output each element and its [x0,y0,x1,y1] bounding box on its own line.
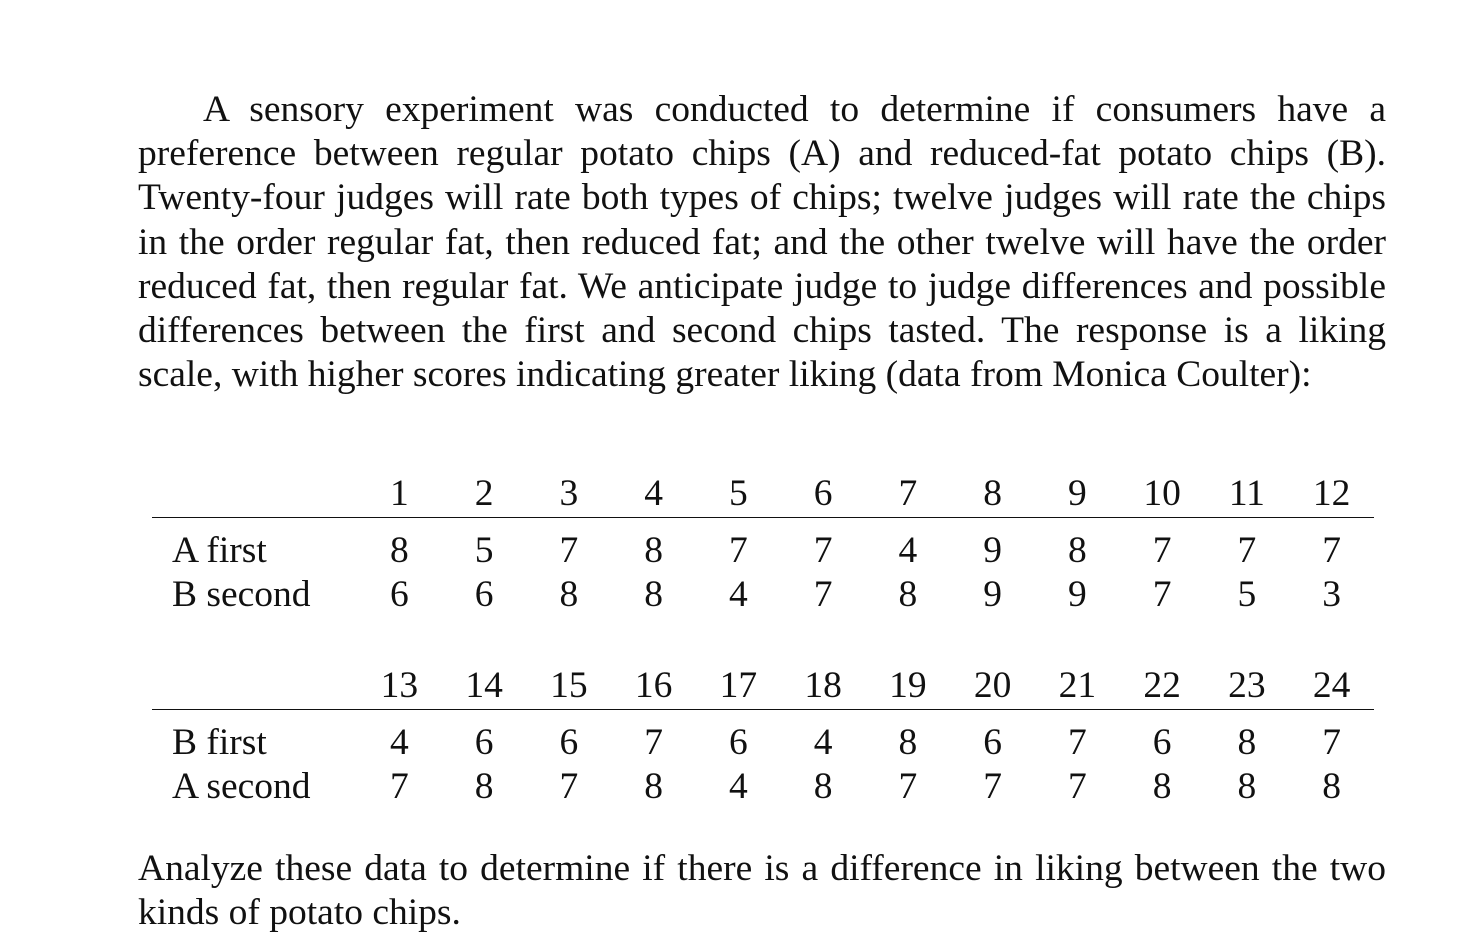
corner-cell [152,471,357,518]
judge-number: 15 [550,664,588,706]
score-cell: 8 [1152,765,1172,807]
score-cell: 6 [559,721,579,763]
score-cell: 7 [1068,765,1087,807]
score-cell: 8 [1068,529,1087,571]
judge-number: 7 [898,472,918,514]
row-label: A first [172,529,267,571]
judge-number: 10 [1143,472,1181,514]
score-cell: 6 [983,721,1002,763]
score-cell: 7 [1152,573,1172,615]
judge-number-header-row [152,471,1374,518]
judge-number: 12 [1312,472,1351,514]
row-label: B first [172,721,267,763]
score-cell: 8 [644,573,663,615]
table-row [152,572,1374,616]
score-cell: 7 [1322,529,1341,571]
score-cell: 9 [983,573,1002,615]
score-cell: 8 [474,765,494,807]
score-cell: 8 [644,765,663,807]
score-cell: 8 [1237,721,1257,763]
score-cell: 6 [474,573,494,615]
score-cell: 5 [474,529,494,571]
judge-number-header-row [152,663,1374,710]
score-cell: 8 [1237,765,1257,807]
score-cell: 7 [559,765,579,807]
judge-number: 11 [1228,472,1265,514]
judge-number: 13 [380,664,419,706]
score-cell: 7 [559,529,579,571]
judge-number: 21 [1058,664,1097,706]
judge-number: 4 [644,472,663,514]
judge-number: 1 [390,472,409,514]
judge-number: 23 [1228,664,1266,706]
table-row [152,764,1374,808]
score-cell: 3 [1322,573,1341,615]
score-cell: 7 [898,765,918,807]
score-cell: 4 [813,721,833,763]
score-cell: 8 [390,529,409,571]
judge-number: 2 [474,472,494,514]
score-cell: 6 [390,573,409,615]
row-label: B second [172,573,311,615]
table-row [152,710,1374,765]
score-cell: 4 [390,721,409,763]
score-cell: 7 [813,573,833,615]
score-cell: 7 [1322,721,1341,763]
judge-number: 19 [889,664,927,706]
score-cell: 9 [1068,573,1087,615]
judge-number: 14 [465,664,503,706]
judge-number: 9 [1068,472,1087,514]
score-cell: 7 [644,721,663,763]
score-cell: 7 [813,529,833,571]
score-cell: 8 [644,529,663,571]
problem-intro: A sensory experiment was conducted to determine if consumers have a preference between regular potato chips (A) and reduced-fat potato chips (B). Twenty-four judges will rate both types of chips; twelve judges will rate the chips in the order regular fat, then reduced fat; and the other twelve will have the order reduced fat, then regular fat. We anticipate judge to judge differences and possible differences between the first and second chips tasted. The response is a liking scale, with higher scores indicating greater liking (data from Monica Coulter): [138,89,1386,396]
judges-13-24-table [152,663,1374,808]
score-cell: 6 [474,721,494,763]
score-cell: 9 [983,529,1002,571]
score-cell: 8 [1322,765,1341,807]
score-cell: 4 [729,573,748,615]
score-cell: 8 [813,765,833,807]
judges-1-12-table [152,471,1374,616]
score-cell: 7 [1237,529,1257,571]
judge-number: 22 [1143,664,1181,706]
score-cell: 7 [983,765,1002,807]
score-cell: 7 [729,529,748,571]
score-cell: 6 [1152,721,1172,763]
score-cell: 8 [898,573,918,615]
score-cell: 8 [559,573,579,615]
score-cell: 7 [1152,529,1172,571]
judge-number: 17 [719,664,758,706]
row-label: A second [172,765,311,807]
problem-question: Analyze these data to determine if there is a difference in liking between the two kinds of potato chips. [138,848,1386,934]
score-cell: 6 [729,721,748,763]
table-row [152,518,1374,573]
score-cell: 5 [1237,573,1257,615]
judge-number: 18 [804,664,842,706]
judge-number: 5 [729,472,748,514]
judge-number: 3 [559,472,579,514]
score-cell: 8 [898,721,918,763]
judge-number: 16 [634,664,673,706]
judge-number: 24 [1312,664,1351,706]
score-cell: 4 [729,765,748,807]
judge-number: 6 [813,472,833,514]
judge-number: 8 [983,472,1002,514]
score-cell: 4 [898,529,918,571]
score-cell: 7 [390,765,409,807]
judge-number: 20 [973,664,1012,706]
score-cell: 7 [1068,721,1087,763]
corner-cell [152,663,357,710]
